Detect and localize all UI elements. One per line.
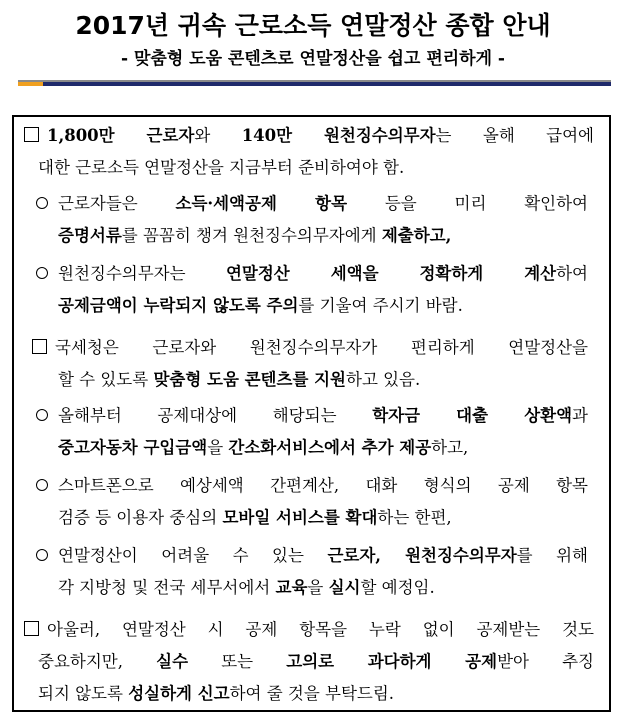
- paragraph-5-line-2: [58, 433, 588, 463]
- text: 을: [307, 578, 329, 597]
- content-box: [12, 115, 611, 712]
- text: 할 예정임.: [360, 578, 435, 597]
- circle-bullet-icon: [36, 267, 48, 279]
- paragraph-3-line-2: [58, 291, 588, 321]
- text: 하고,: [431, 438, 469, 457]
- paragraph-7-line-2: [58, 573, 588, 603]
- bold-text: 증명서류: [58, 226, 122, 245]
- bold-text: 모바일 서비스를 확대: [222, 508, 378, 527]
- paragraph-2-line-1: [36, 189, 588, 219]
- square-bullet-icon: [24, 127, 39, 142]
- text: 을: [207, 438, 229, 457]
- text: 를 위해: [516, 546, 588, 565]
- bold-text: 성실하게 신고: [128, 684, 230, 703]
- text: 하여 줄 것을 부탁드림.: [229, 684, 395, 703]
- text: 각 지방청 및 전국 세무서에서: [58, 578, 276, 597]
- square-bullet-icon: [32, 339, 47, 354]
- paragraph-5-line-1: [36, 401, 588, 431]
- text: 대한 근로소득 연말정산을 지금부터 준비하여야 함.: [38, 158, 405, 177]
- text: 스마트폰으로 예상세액 간편계산, 대화 형식의 공제 항목: [58, 476, 588, 495]
- text: 를 꼼꼼히 챙겨 원천징수의무자에게: [121, 226, 382, 245]
- text: 아울러, 연말정산 시 공제 항목을 누락 없이 공제받는 것도: [47, 620, 594, 639]
- paragraph-7-line-1: [36, 541, 588, 571]
- text: 원천징수의무자는: [58, 264, 226, 283]
- text: 올해부터 공제대상에 해당되는: [58, 406, 373, 425]
- text: 검증 등 이용자 중심의: [58, 508, 223, 527]
- bold-text: 공제금액이 누락되지 않도록 주의: [58, 296, 299, 315]
- text: 하는 한편,: [377, 508, 452, 527]
- text: 중요하지만,: [38, 652, 157, 671]
- bold-text: 140만 원천징수의무자: [241, 126, 436, 145]
- paragraph-8-line-1: [24, 615, 594, 645]
- bold-text: 중고자동차 구입금액: [58, 438, 208, 457]
- bold-text: 맞춤형 도움 콘텐츠를 지원: [153, 370, 346, 389]
- bold-text: 근로자, 원천징수의무자: [327, 546, 517, 565]
- bold-text: 간소화서비스에서 추가 제공: [228, 438, 432, 457]
- text: 를 기울여 주시기 바람.: [298, 296, 463, 315]
- text: 근로자들은: [58, 194, 176, 213]
- text: 등을 미리 확인하여: [347, 194, 588, 213]
- text: 하여: [556, 264, 588, 283]
- bold-text: 실시: [328, 578, 361, 597]
- paragraph-6-line-2: [58, 503, 588, 533]
- text: 와: [194, 126, 242, 145]
- text: 국세청은 근로자와 원천징수의무자가 편리하게 연말정산을: [55, 338, 588, 357]
- paragraph-2-line-2: [58, 221, 588, 251]
- bold-text: 소득·세액공제 항목: [175, 194, 348, 213]
- paragraph-8-line-3: [38, 679, 594, 709]
- paragraph-1-line-1: [24, 121, 594, 151]
- circle-bullet-icon: [36, 479, 48, 491]
- circle-bullet-icon: [36, 549, 48, 561]
- square-bullet-icon: [24, 621, 39, 636]
- text: 받아 추징: [497, 652, 594, 671]
- page-subtitle: - 맞춤형 도움 콘텐츠로 연말정산을 쉽고 편리하게 -: [121, 49, 505, 69]
- text: 는 올해 급여에: [435, 126, 594, 145]
- divider-navy: [43, 82, 611, 86]
- paragraph-3-line-1: [36, 259, 588, 289]
- divider-orange: [18, 82, 43, 86]
- bold-text: 1,800만: [47, 126, 147, 145]
- text: 할 수 있도록: [58, 370, 154, 389]
- text: 또는: [188, 652, 287, 671]
- text: 과: [572, 406, 588, 425]
- page-title: 2017년 귀속 근로소득 연말정산 종합 안내: [75, 11, 551, 40]
- text: 되지 않도록: [38, 684, 129, 703]
- paragraph-4-line-1: [32, 333, 588, 363]
- paragraph-4-line-2: [58, 365, 588, 395]
- bold-text: 고의로 과다하게 공제: [286, 652, 498, 671]
- bold-text: 근로자: [146, 126, 195, 145]
- circle-bullet-icon: [36, 409, 48, 421]
- circle-bullet-icon: [36, 197, 48, 209]
- text: 연말정산이 어려울 수 있는: [58, 546, 328, 565]
- paragraph-8-line-2: [38, 647, 594, 677]
- bold-text: 실수: [156, 652, 189, 671]
- bold-text: 교육: [275, 578, 308, 597]
- bold-text: 학자금 대출 상환액: [372, 406, 573, 425]
- paragraph-6-line-1: [36, 471, 588, 501]
- text: 하고 있음.: [346, 370, 421, 389]
- bold-text: 연말정산 세액을 정확하게 계산: [225, 264, 557, 283]
- bold-text: 제출하고,: [381, 226, 452, 245]
- paragraph-1-line-2: [38, 153, 594, 183]
